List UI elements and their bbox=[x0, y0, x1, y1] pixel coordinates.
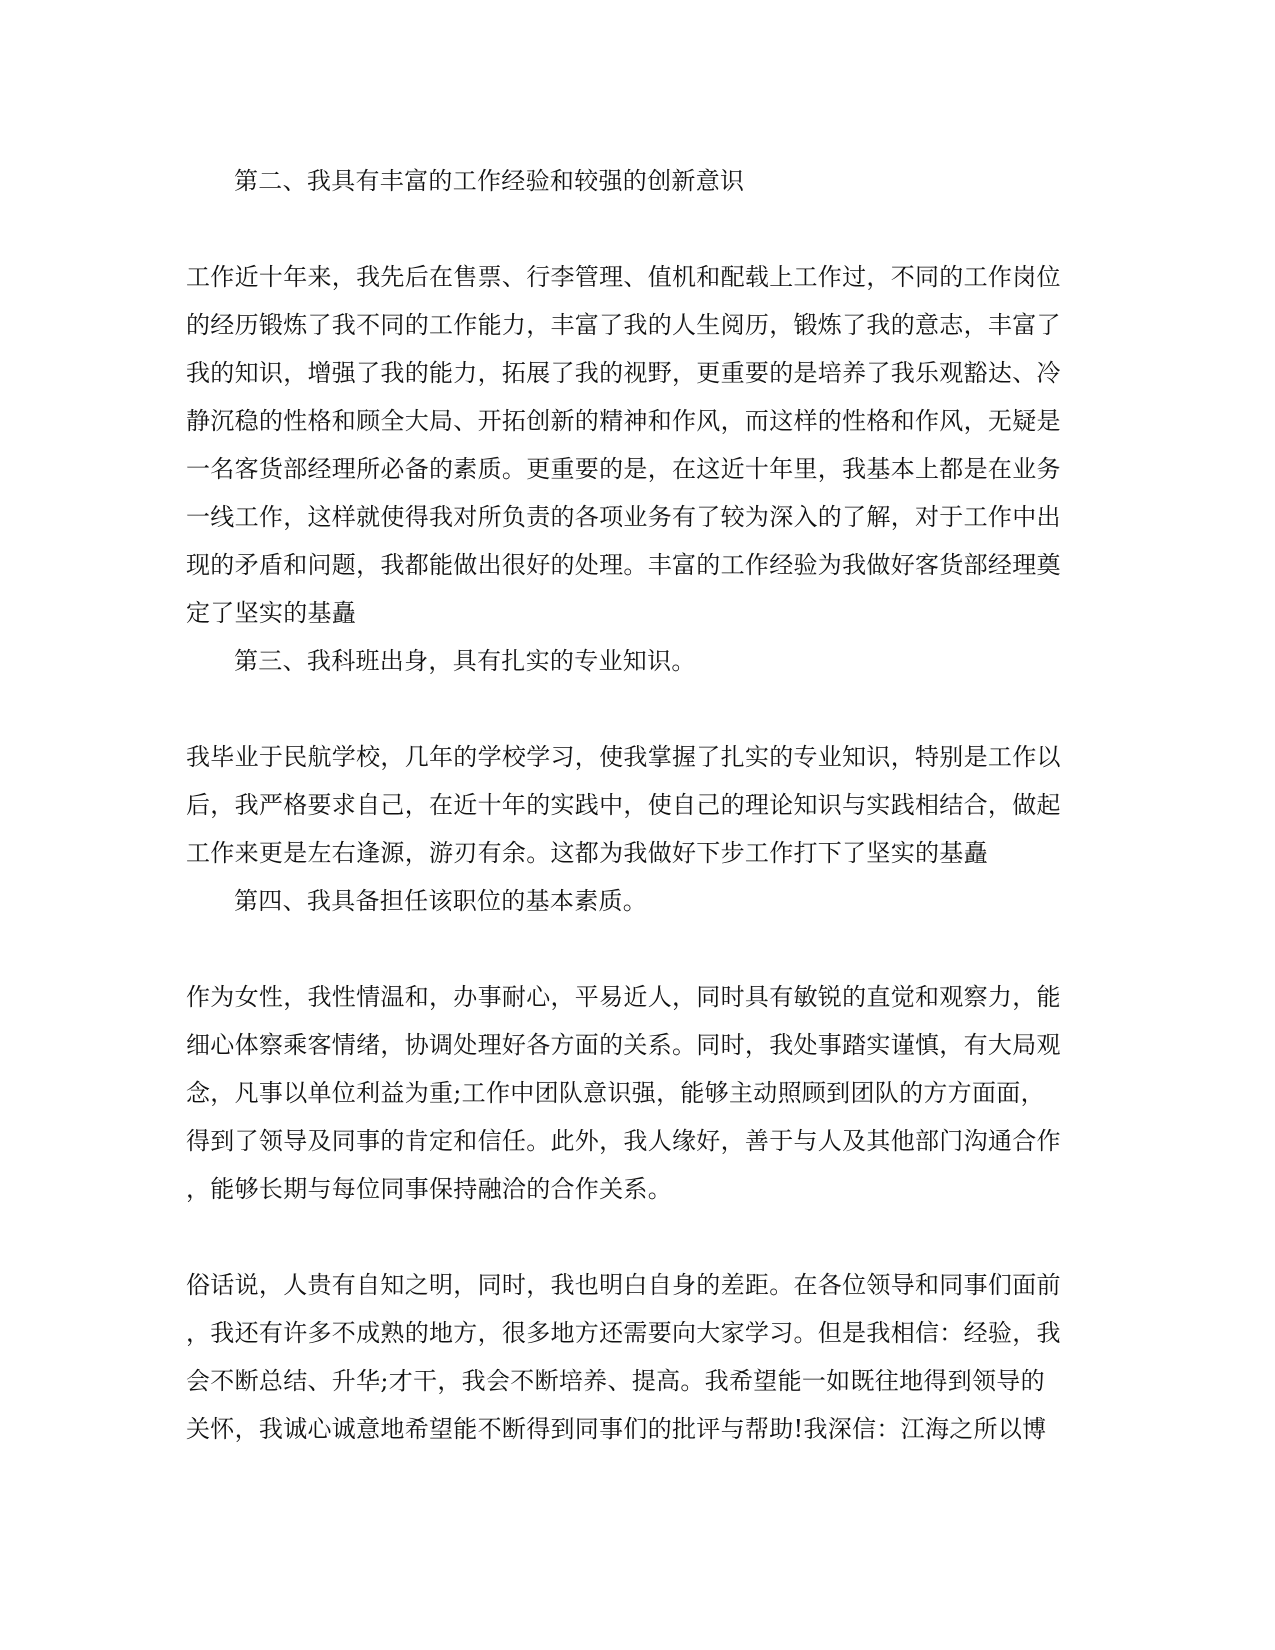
paragraph-line: 我的知识，增强了我的能力，拓展了我的视野，更重要的是培养了我乐观豁达、冷 bbox=[186, 359, 1061, 387]
paragraph-line: 念，凡事以单位利益为重;工作中团队意识强，能够主动照顾到团队的方方面面， bbox=[186, 1079, 1045, 1107]
closing-section bbox=[186, 1213, 1086, 1453]
paragraph-line: 一名客货部经理所必备的素质。更重要的是，在这近十年里，我基本上都是在业务 bbox=[186, 455, 1061, 483]
paragraph-line: 的经历锻炼了我不同的工作能力，丰富了我的人生阅历，锻炼了我的意志，丰富了 bbox=[186, 311, 1061, 339]
paragraph-line: 作为女性，我性情温和，办事耐心，平易近人，同时具有敏锐的直觉和观察力，能 bbox=[186, 983, 1061, 1011]
paragraph-line: 会不断总结、升华;才干，我会不断培养、提高。我希望能一如既往地得到领导的 bbox=[186, 1367, 1045, 1395]
paragraph-line: 现的矛盾和问题，我都能做出很好的处理。丰富的工作经验为我做好客货部经理奠 bbox=[186, 551, 1061, 579]
paragraph-line: 定了坚实的基矗 bbox=[186, 599, 357, 627]
section-3 bbox=[186, 637, 1086, 877]
paragraph-line: 工作来更是左右逢源，游刃有余。这都为我做好下步工作打下了坚实的基矗 bbox=[186, 839, 988, 867]
paragraph-line: ，能够长期与每位同事保持融洽的合作关系。 bbox=[186, 1175, 672, 1203]
blank-line bbox=[186, 205, 1086, 253]
section-4 bbox=[186, 877, 1086, 1213]
paragraph-line: 静沉稳的性格和顾全大局、开拓创新的精神和作风，而这样的性格和作风，无疑是 bbox=[186, 407, 1061, 435]
blank-line bbox=[186, 685, 1086, 733]
paragraph-line: 俗话说，人贵有自知之明，同时，我也明白自身的差距。在各位领导和同事们面前 bbox=[186, 1271, 1061, 1299]
paragraph-line: 细心体察乘客情绪，协调处理好各方面的关系。同时，我处事踏实谨慎，有大局观 bbox=[186, 1031, 1061, 1059]
section-heading: 第三、我科班出身，具有扎实的专业知识。 bbox=[234, 647, 696, 675]
document-body bbox=[186, 157, 1086, 1453]
paragraph-line: ，我还有许多不成熟的地方，很多地方还需要向大家学习。但是我相信：经验，我 bbox=[186, 1319, 1061, 1347]
paragraph-line: 一线工作，这样就使得我对所负责的各项业务有了较为深入的了解，对于工作中出 bbox=[186, 503, 1061, 531]
section-heading: 第二、我具有丰富的工作经验和较强的创新意识 bbox=[234, 167, 745, 195]
section-heading: 第四、我具备担任该职位的基本素质。 bbox=[234, 887, 648, 915]
section-2 bbox=[186, 157, 1086, 637]
paragraph-line: 后，我严格要求自己，在近十年的实践中，使自己的理论知识与实践相结合，做起 bbox=[186, 791, 1061, 819]
paragraph-line: 工作近十年来，我先后在售票、行李管理、值机和配载上工作过，不同的工作岗位 bbox=[186, 263, 1061, 291]
blank-line bbox=[186, 925, 1086, 973]
paragraph-line: 关怀，我诚心诚意地希望能不断得到同事们的批评与帮助!我深信：江海之所以博 bbox=[186, 1415, 1047, 1443]
paragraph-line: 得到了领导及同事的肯定和信任。此外，我人缘好，善于与人及其他部门沟通合作 bbox=[186, 1127, 1061, 1155]
paragraph-line: 我毕业于民航学校，几年的学校学习，使我掌握了扎实的专业知识，特别是工作以 bbox=[186, 743, 1061, 771]
blank-line bbox=[186, 1213, 1086, 1261]
